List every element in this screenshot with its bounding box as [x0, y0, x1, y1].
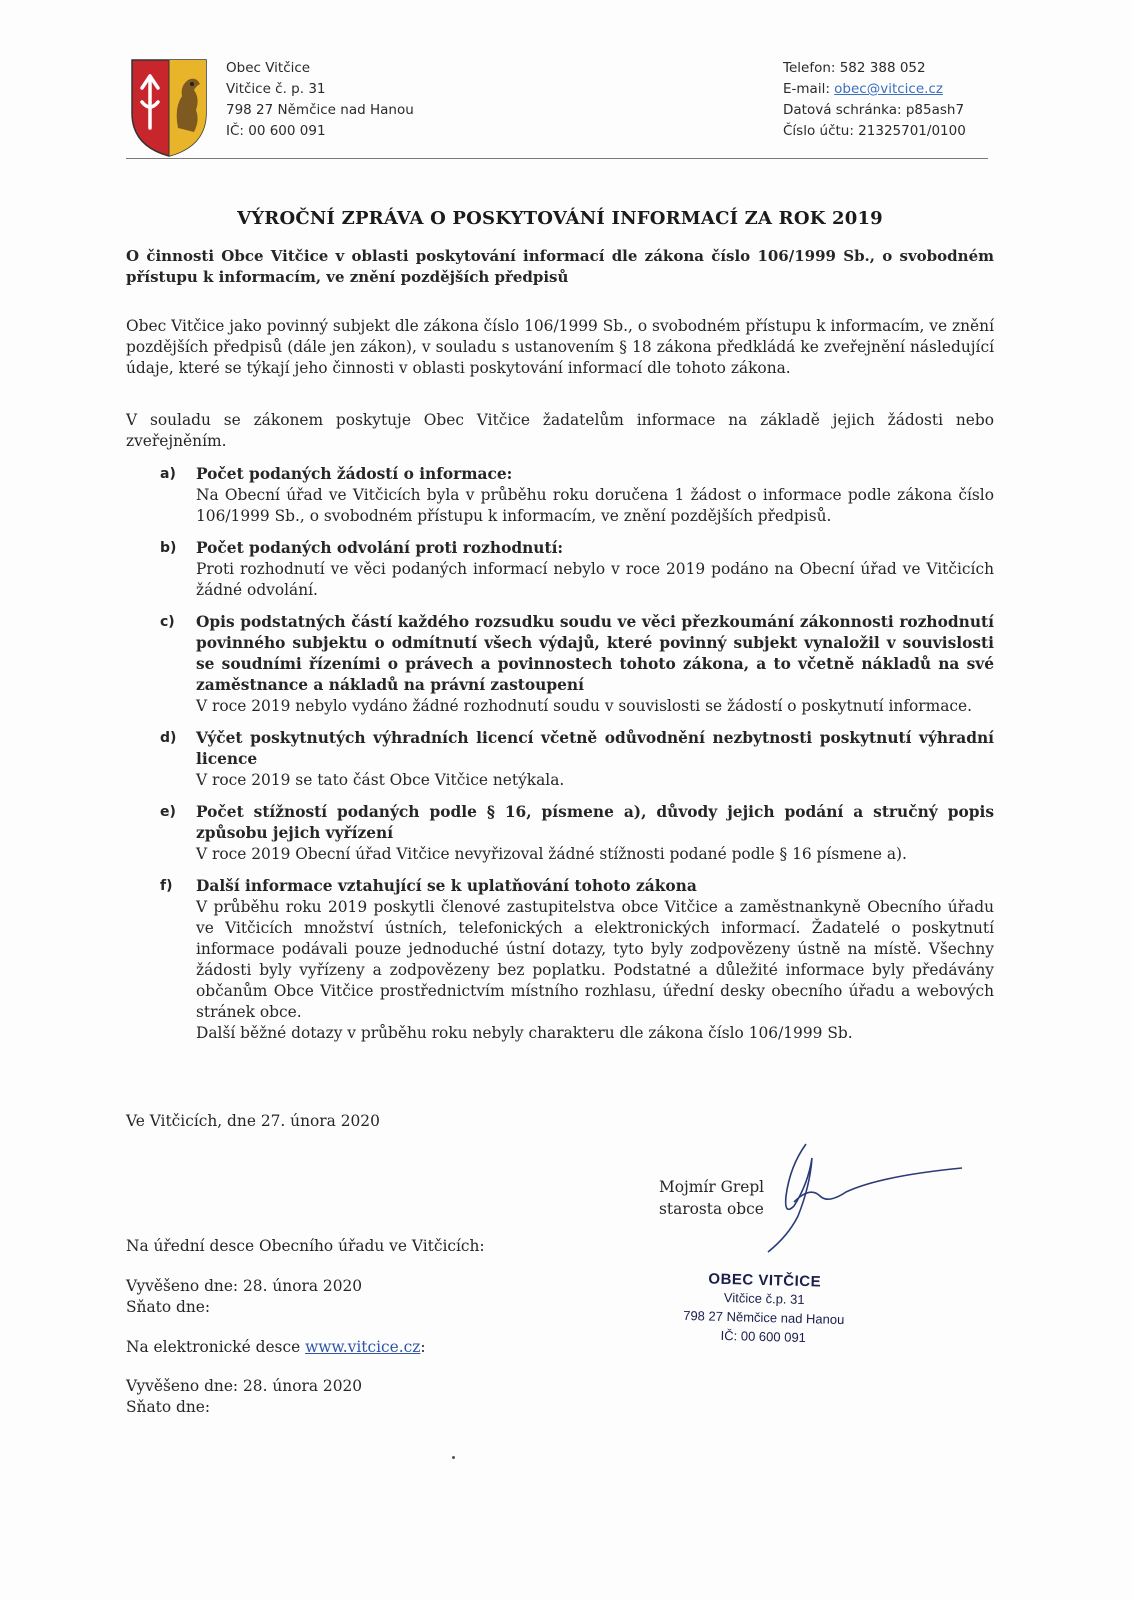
- office-posted: Vyvěšeno dne: 28. února 2020: [126, 1277, 363, 1295]
- document-subtitle: O činnosti Obce Vitčice v oblasti poskytování informací dle zákona číslo 106/1999 Sb., o svobodném přístupu k informacím, ve znění pozdějších předpisů: [126, 247, 994, 286]
- item-marker: a): [160, 466, 176, 482]
- item-text: V průběhu roku 2019 poskytli členové zastupitelstva obce Vitčice a zaměstnankyně Obecního úřadu ve Vitčicích množství ústních, telefonických a elektronických informací. Žadatelé o poskytnutí informace podávali pouze jednoduché ústní dotazy, tyto byly zodpovězeny ústně na místě. Všechny žádosti byly vyřízeny a zodpovězeny bez poplatku. Podstatné a důležité informace byly předávány občanům Obce Vitčice prostřednictvím místního rozhlasu, úřední desky obecního úřadu a webových stránek obce.: [196, 898, 994, 1021]
- item-heading: Další informace vztahující se k uplatňování tohoto zákona: [196, 877, 697, 895]
- email-label: E-mail:: [783, 81, 835, 97]
- phone: Telefon: 582 388 052: [783, 60, 926, 76]
- stamp-line: Vitčice č.p. 31: [723, 1289, 805, 1308]
- report-item: [126, 538, 994, 601]
- item-marker: f): [160, 878, 173, 894]
- bank-account: Číslo účtu: 21325701/0100: [783, 123, 966, 139]
- item-heading: Počet podaných odvolání proti rozhodnutí:: [196, 539, 564, 557]
- item-text: V roce 2019 se tato část Obce Vitčice netýkala.: [196, 771, 565, 789]
- item-text: Proti rozhodnutí ve věci podaných informací nebylo v roce 2019 podáno na Obecní úřad ve Vitčicích žádné odvolání.: [196, 560, 994, 599]
- email-line: [783, 79, 966, 100]
- document-title: VÝROČNÍ ZPRÁVA O POSKYTOVÁNÍ INFORMACÍ ZA ROK 2019: [237, 208, 883, 229]
- intro-paragraph: V souladu se zákonem poskytuje Obec Vitčice žadatelům informace na základě jejich žádosti nebo zveřejněním.: [126, 411, 994, 450]
- item-heading: Počet stížností podaných podle § 16, písmene a), důvody jejich podání a stručný popis způsobu jejich vyřízení: [196, 803, 994, 842]
- web-posted: Vyvěšeno dne: 28. února 2020: [126, 1377, 363, 1395]
- website-link[interactable]: www.vitcice.cz: [305, 1338, 421, 1356]
- sender-line: 798 27 Němčice nad Hanou: [226, 102, 414, 118]
- item-marker: c): [160, 614, 175, 630]
- item-text: Na Obecní úřad ve Vitčicích byla v průběhu roku doručena 1 žádost o informace podle zákona číslo 106/1999 Sb., o svobodném přístupu k informacím, ve znění pozdějších předpisů.: [196, 486, 994, 525]
- item-text: V roce 2019 nebylo vydáno žádné rozhodnutí soudu v souvislosti se žádostí o poskytnutí informace.: [196, 697, 973, 715]
- scan-speck: [452, 1456, 455, 1459]
- report-item: [126, 802, 994, 865]
- item-heading: Opis podstatných částí každého rozsudku soudu ve věci přezkoumání zákonnosti rozhodnutí povinného subjektu o odmítnutí všech výdajů, které povinný subjekt vynaložil v souvislosti se soudními řízeními o právech a povinnostech tohoto zákona, a to včetně nákladů na své zaměstnance a nákladů na právní zastoupení: [196, 613, 994, 694]
- place-and-date: Ve Vitčicích, dne 27. února 2020: [126, 1112, 380, 1130]
- databox: Datová schránka: p85ash7: [783, 102, 965, 118]
- web-board-label: [126, 1337, 426, 1358]
- report-item: [126, 728, 994, 791]
- stamp-line: IČ: 00 600 091: [720, 1327, 807, 1346]
- sender-line: Vitčice č. p. 31: [226, 81, 326, 97]
- signer-name: Mojmír Grepl: [659, 1178, 765, 1196]
- stamp-name: OBEC VITČICE: [708, 1270, 822, 1291]
- web-board-label-pre: Na elektronické desce: [126, 1338, 306, 1356]
- official-stamp: [663, 1269, 865, 1348]
- signature-icon: [750, 1136, 970, 1256]
- stamp-line: 798 27 Němčice nad Hanou: [683, 1307, 845, 1328]
- report-item: [126, 612, 994, 717]
- item-marker: d): [160, 730, 177, 746]
- item-marker: e): [160, 804, 176, 820]
- office-removed: Sňato dne:: [126, 1298, 211, 1316]
- coat-of-arms-icon: [130, 58, 208, 158]
- item-heading: Výčet poskytnutých výhradních licencí včetně odůvodnění nezbytnosti poskytnutí výhradní licence: [196, 729, 994, 768]
- header-divider: [126, 158, 988, 159]
- report-items: [126, 464, 994, 1055]
- item-marker: b): [160, 540, 177, 556]
- signer-block: [659, 1176, 764, 1220]
- signer-role: starosta obce: [659, 1200, 764, 1218]
- intro-paragraph: Obec Vitčice jako povinný subjekt dle zákona číslo 106/1999 Sb., o svobodném přístupu k informacím, ve znění pozdějších předpisů (dále jen zákon), v souladu s ustanovením § 18 zákona předkládá ke zveřejnění následující údaje, které se týkají jeho činnosti v oblasti poskytování informací dle tohoto zákona.: [126, 317, 994, 377]
- item-text: V roce 2019 Obecní úřad Vitčice nevyřizoval žádné stížnosti podané podle § 16 písmene a).: [196, 845, 907, 863]
- contact-info: [783, 58, 966, 142]
- report-item: [126, 464, 994, 527]
- sender-address: [226, 58, 414, 142]
- web-board-label-post: :: [420, 1338, 426, 1356]
- report-item: [126, 876, 994, 1044]
- sender-line: Obec Vitčice: [226, 60, 311, 76]
- sender-line: IČ: 00 600 091: [226, 123, 326, 139]
- web-removed: Sňato dne:: [126, 1398, 211, 1416]
- office-board-label: Na úřední desce Obecního úřadu ve Vitčicích:: [126, 1237, 485, 1255]
- email-link[interactable]: obec@vitcice.cz: [834, 81, 943, 97]
- item-heading: Počet podaných žádostí o informace:: [196, 465, 513, 483]
- item-text-extra: Další běžné dotazy v průběhu roku nebyly charakteru dle zákona číslo 106/1999 Sb.: [196, 1024, 853, 1042]
